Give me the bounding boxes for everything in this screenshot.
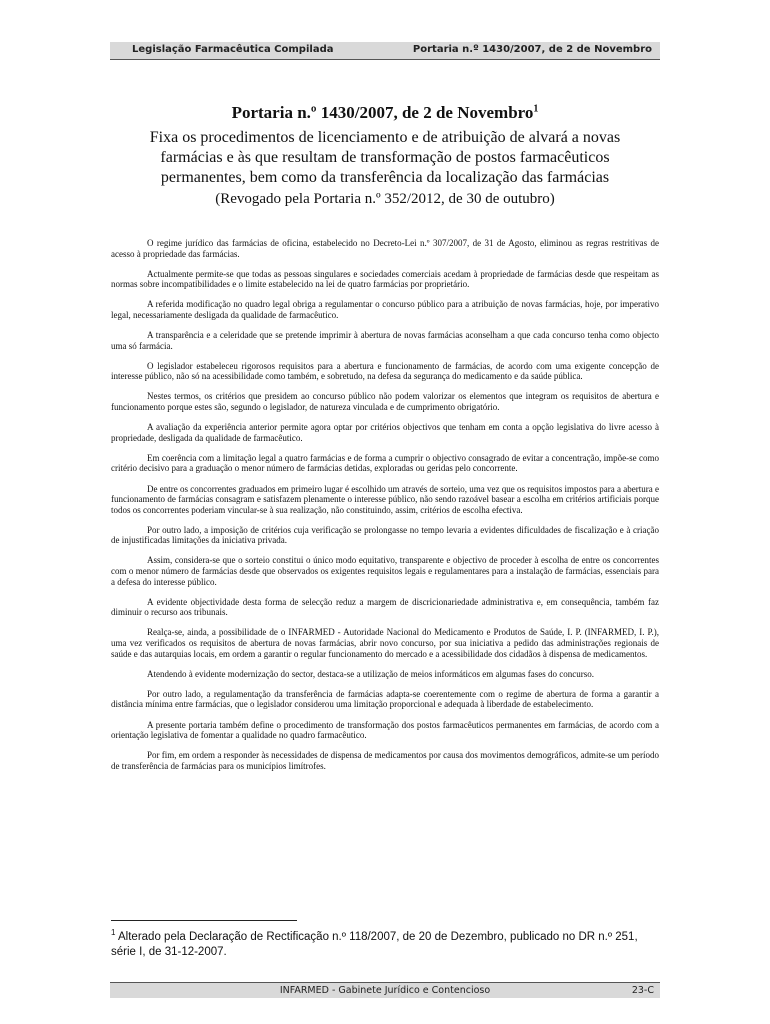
- body-paragraph: A transparência e a celeridade que se pretende imprimir à abertura de novas farmácias aconselham a que cada concurso tenha como objecto uma só farmácia.: [111, 330, 659, 351]
- title-footnote-marker: 1: [533, 103, 539, 115]
- running-header: [110, 42, 660, 60]
- body-paragraph: Atendendo à evidente modernização do sector, destaca-se a utilização de meios informáticos em algumas fases do concurso.: [147, 668, 594, 679]
- body-paragraph: O regime jurídico das farmácias de oficina, estabelecido no Decreto-Lei n.º 307/2007, de 31 de Agosto, eliminou as regras restritivas de acesso à propriedade das farmácias.: [111, 238, 659, 259]
- page-title: [0, 103, 770, 123]
- body-paragraph: A referida modificação no quadro legal obriga a regulamentar o concurso público para a atribuição de novas farmácias, hoje, por imperativo legal, necessariamente desligada da qualidade de farmacêutico.: [111, 299, 659, 320]
- page-number: 23-C: [631, 985, 654, 996]
- body-paragraph: De entre os concorrentes graduados em primeiro lugar é escolhido um através de sorteio, uma vez que os requisitos impostos para a abertura e funcionamento de farmácias consagram e satisfazem plenamente o interesse público, não sendo razoável basear a escolha em critérios artificiais porque todos os concorrentes poderiam vincular-se à sua realização, não constituindo, assim, critérios de escolha efectiva.: [111, 483, 659, 515]
- document-body: [111, 238, 659, 781]
- body-paragraph: Em coerência com a limitação legal a quatro farmácias e de forma a cumprir o objectivo consagrado de evitar a concentração, impõe-se como critério decisivo para a graduação o menor número de farmácias detidas, exploradas ou geridas pelo concorrente.: [111, 452, 659, 474]
- body-paragraph: Por outro lado, a imposição de critérios cuja verificação se prolongasse no tempo levaria a evidentes dificuldades de fiscalização e à criação de injustificadas limitações da iniciativa privada.: [111, 524, 659, 546]
- body-paragraph: Realça-se, ainda, a possibilidade de o INFARMED - Autoridade Nacional do Medicamento e Produtos de Saúde, I. P. (INFARMED, I. P.), uma vez verificados os requisitos de abertura de novas farmácias, abrir novo concurso, por sua iniciativa a pedido das administrações regionais de saúde e das autarquias locais, em ordem a garantir o regular funcionamento do mercado e a acessibilidade dos cidadãos à dispensa de medicamentos.: [111, 627, 659, 659]
- revocation-note: (Revogado pela Portaria n.º 352/2012, de 30 de outubro): [215, 191, 555, 207]
- footer-publisher: INFARMED - Gabinete Jurídico e Contencioso: [279, 985, 491, 996]
- header-collection-title: Legislação Farmacêutica Compilada: [132, 44, 334, 55]
- body-paragraph: Assim, considera-se que o sorteio constitui o único modo equitativo, transparente e objectivo de proceder à escolha de entre os concorrentes com o menor número de farmácias desde que observados os exigentes requisitos legais e regulamentares para a instalação de farmácias, essenciais para a defesa do interesse público.: [111, 555, 659, 587]
- body-paragraph: A evidente objectividade desta forma de selecção reduz a margem de discricionariedade administrativa e, em consequência, também faz diminuir o recurso aos tribunais.: [111, 596, 659, 618]
- header-document-title: Portaria n.º 1430/2007, de 2 de Novembro: [412, 44, 652, 55]
- title-text: Portaria n.º 1430/2007, de 2 de Novembro: [231, 103, 534, 122]
- footnote-marker: 1: [111, 928, 116, 937]
- footnote: [111, 925, 659, 960]
- body-paragraph: O legislador estabeleceu rigorosos requisitos para a abertura e funcionamento de farmácias, de acordo com uma exigente concepção de interesse público, não só na acessibilidade como também, e sobretudo, na defesa da segurança do medicamento e da saúde pública.: [111, 360, 659, 382]
- body-paragraph: Por fim, em ordem a responder às necessidades de dispensa de medicamentos por causa dos movimentos demográficos, admite-se um período de transferência de farmácias para os municípios limítrofes.: [111, 750, 659, 771]
- body-paragraph: A presente portaria também define o procedimento de transformação dos postos farmacêuticos permanentes em farmácias, de acordo com a orientação legislativa de fomentar a qualidade no quadro farmacêutico.: [111, 719, 659, 741]
- footnote-text: Alterado pela Declaração de Rectificação n.º 118/2007, de 20 de Dezembro, publicado no DR n.º 251, série I, de 31-12-2007.: [111, 930, 638, 958]
- running-footer: [110, 982, 660, 998]
- body-paragraph: Nestes termos, os critérios que presidem ao concurso público não podem valorizar os elementos que integram os requisitos de abertura e funcionamento porque estes são, segundo o legislador, de natureza vinculada e de cumprimento obrigatório.: [111, 391, 659, 413]
- body-paragraph: A avaliação da experiência anterior permite agora optar por critérios objectivos que tenham em conta a opção legislativa do livre acesso à propriedade, desligada da qualidade de farmacêutico.: [111, 422, 659, 443]
- page-subtitle: Fixa os procedimentos de licenciamento e de atribuição de alvará a novas farmácias e às que resultam de transformação de postos farmacêuticos permanentes, bem como da transferência da localização das farmácias: [149, 129, 621, 186]
- body-paragraph: Por outro lado, a regulamentação da transferência de farmácias adapta-se coerentemente com o regime de abertura de forma a garantir a distância mínima entre farmácias, que o legislador considerou uma limitação proporcional e adequada à liberdade de estabelecimento.: [111, 688, 659, 710]
- footnote-separator: [111, 920, 297, 921]
- body-paragraph: Actualmente permite-se que todas as pessoas singulares e sociedades comerciais acedam à propriedade de farmácias desde que respeitam as normas sobre incompatibilidades e o limite estabelecido na lei de quatro farmácias por proprietário.: [111, 268, 659, 290]
